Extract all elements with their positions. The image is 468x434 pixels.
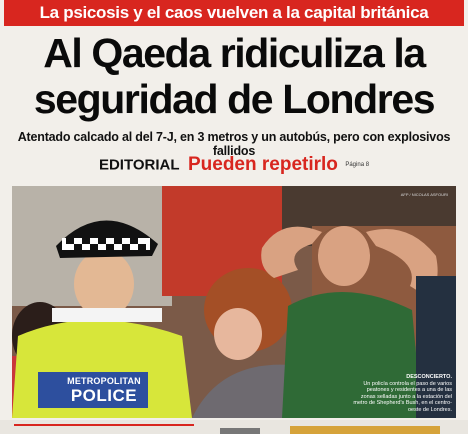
bottom-red-rule	[14, 424, 194, 426]
caption-title: DESCONCIERTO.	[406, 374, 452, 380]
police-vest-label	[54, 376, 154, 406]
subheadline: Atentado calcado al del 7-J, en 3 metros y un autobús, pero con explosivos fallidos	[17, 130, 451, 158]
headline-line-1: Al Qaeda ridiculiza la	[43, 30, 425, 76]
kicker-banner: La psicosis y el caos vuelven a la capital británica	[4, 0, 464, 26]
headline-line-2: seguridad de Londres	[33, 76, 435, 122]
editorial-page-ref: Página 8	[345, 162, 370, 168]
police-label-line-2: POLICE	[70, 386, 138, 405]
editorial-title[interactable]: Pueden repetirlo	[187, 154, 338, 175]
bottom-teaser-strip	[0, 420, 468, 434]
photo-credit: AFP / NICOLAS ASFOURI	[400, 192, 448, 197]
main-headline	[10, 30, 458, 122]
news-photo	[12, 186, 456, 418]
caption-text: Un policía controla el paso de varios peatones y residentes a una de las zonas selladas junto a la estación del metro de Shepherd's Bush, en el centro-oeste de Londres.	[353, 380, 452, 413]
editorial-label: EDITORIAL	[98, 156, 180, 174]
bottom-gold-block	[290, 426, 440, 434]
police-label-line-1: METROPOLITAN	[67, 376, 141, 386]
editorial-teaser[interactable]	[0, 154, 468, 182]
photo-caption	[352, 374, 452, 413]
bottom-dark-block	[220, 428, 260, 434]
